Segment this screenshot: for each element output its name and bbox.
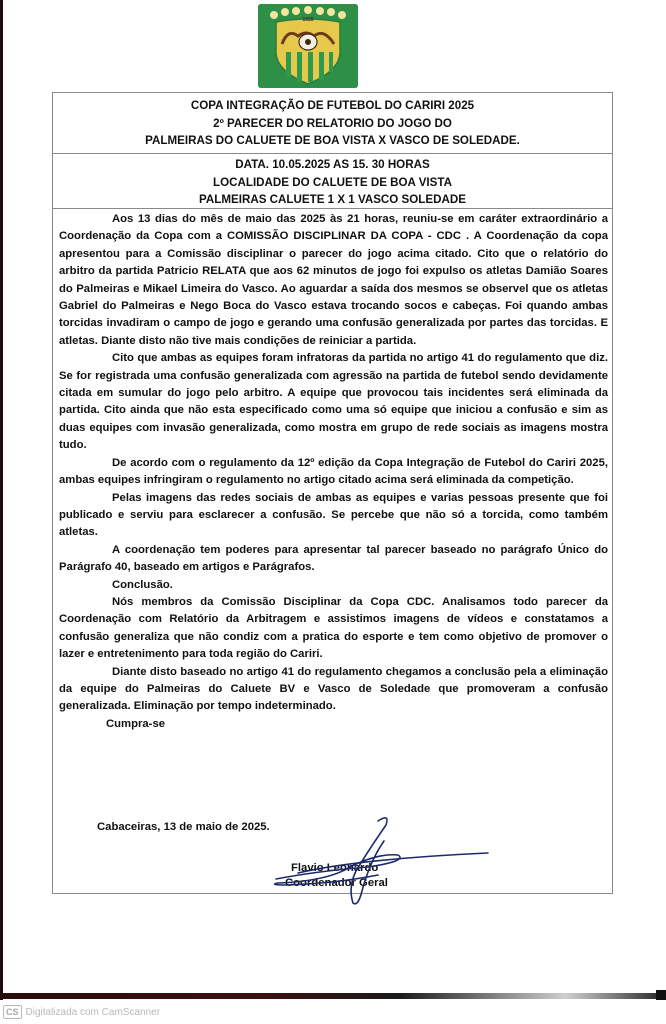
document-box bbox=[52, 92, 613, 894]
watermark-text: Digitalizada com CamScanner bbox=[25, 1006, 161, 1018]
signer-name: Flavio Leonardo bbox=[291, 862, 379, 874]
page-edge-shadow bbox=[0, 993, 666, 999]
paragraph-conclusion-heading: Conclusão. bbox=[112, 578, 173, 591]
crest-year: 1935 bbox=[302, 17, 314, 23]
paragraph-meeting: Aos 13 dias do mês de maio das 2025 às 21 horas, reuniu-se em caráter extraordinário a Coordenação da Copa com a COMISSÃO DISCIPLINAR DA COPA - CDC . A Coordenação da copa apresentou para a Comissão disciplinar o parecer do jogo acima citado. Cito que o relatório do arbitro da partida Patricio RELATA que aos 62 minutos de jogo foi expulso os atletas Damião Soares do Palmeiras e Mikael Limeira do Vasco. Ao aguardar a saída dos mesmos se observel que os atletas Gabriel do Palmeiras e Nego Boca do Vasco estava trocando socos e cabeças. Foi quando ambas torcidas invadiram o campo de jogo e gerando uma confusão generalizada por partes das torcidas. E atletas. Diante disto não tive mais condições de reiniciar a partida. bbox=[59, 213, 608, 347]
paragraph-commission-analysis: Nós membros da Comissão Disciplinar da Copa CDC. Analisamos todo parecer da Coordenação com Relatório da Arbitragem e assistimos imagens de vídeos e constatamos a confusão generaliza que não condiz com a pratica do esporte e tem como objetivo de promover o lazer e entretenimento para toda região do Cariri. bbox=[59, 595, 608, 661]
paragraph-coordination-powers: A coordenação tem poderes para apresentar tal parecer baseado no parágrafo Único do Parágrafo 40, baseado em artigos e Parágrafos. bbox=[59, 543, 608, 574]
document-body bbox=[59, 211, 608, 733]
camscanner-icon: CS bbox=[3, 1005, 22, 1019]
paragraph-cumpra-se: Cumpra-se bbox=[106, 717, 166, 730]
document-title-block bbox=[53, 93, 612, 154]
document-match-title: PALMEIRAS DO CALUETE DE BOA VISTA X VASCO DE SOLEDADE. bbox=[145, 134, 520, 147]
paragraph-elimination: Diante disto baseado no artigo 41 do regulamento chegamos a conclusão pela a eliminação da equipe do Palmeiras do Caluete BV e Vasco de Soledade que promoveram a confusão generalizada. Eliminação por tempo indeterminado. bbox=[59, 665, 608, 713]
document-subtitle: 2º PARECER DO RELATORIO DO JOGO DO bbox=[213, 116, 452, 130]
match-info-block bbox=[53, 154, 612, 209]
team-crest-logo bbox=[258, 4, 358, 88]
page-corner bbox=[656, 990, 666, 1000]
signer-role: Coordenador Geral bbox=[285, 877, 388, 889]
scanner-watermark bbox=[3, 1004, 160, 1020]
match-score: PALMEIRAS CALUETE 1 X 1 VASCO SOLEDADE bbox=[199, 193, 466, 206]
page-edge bbox=[0, 0, 3, 1000]
crest-icon bbox=[258, 4, 358, 88]
paragraph-regulation: De acordo com o regulamento da 12º edição da Copa Integração de Futebol do Cariri 2025, ambas equipes infringiram o regulamento no artigo citado acima será eliminada da competição. bbox=[59, 456, 608, 487]
paragraph-social-media: Pelas imagens das redes sociais de ambas as equipes e varias pessoas presente que foi publicado e serviu para esclarecer a confusão. Se percebe que não só a torcida, como também atletas. bbox=[59, 491, 608, 539]
paragraph-article-41: Cito que ambas as equipes foram infratoras da partida no artigo 41 do regulamento que diz. Se for registrada uma confusão generalizada com agressão na partida de futebol sendo devidamente citada em sumular do jogo pelo arbitro. A equipe que provocou tais incidentes será eliminada da partida. Cito ainda que não esta especificado como uma só equipe que iniciou a confusão e sim as duas equipes com invasão generalizada, como mostra em grupo de rede sociais as imagens mostra tudo. bbox=[59, 352, 608, 452]
place-date: Cabaceiras, 13 de maio de 2025. bbox=[97, 821, 270, 833]
match-date: DATA. 10.05.2025 AS 15. 30 HORAS bbox=[235, 158, 430, 171]
match-location: LOCALIDADE DO CALUETE DE BOA VISTA bbox=[213, 175, 452, 189]
document-title: COPA INTEGRAÇÃO DE FUTEBOL DO CARIRI 2025 bbox=[190, 99, 475, 112]
